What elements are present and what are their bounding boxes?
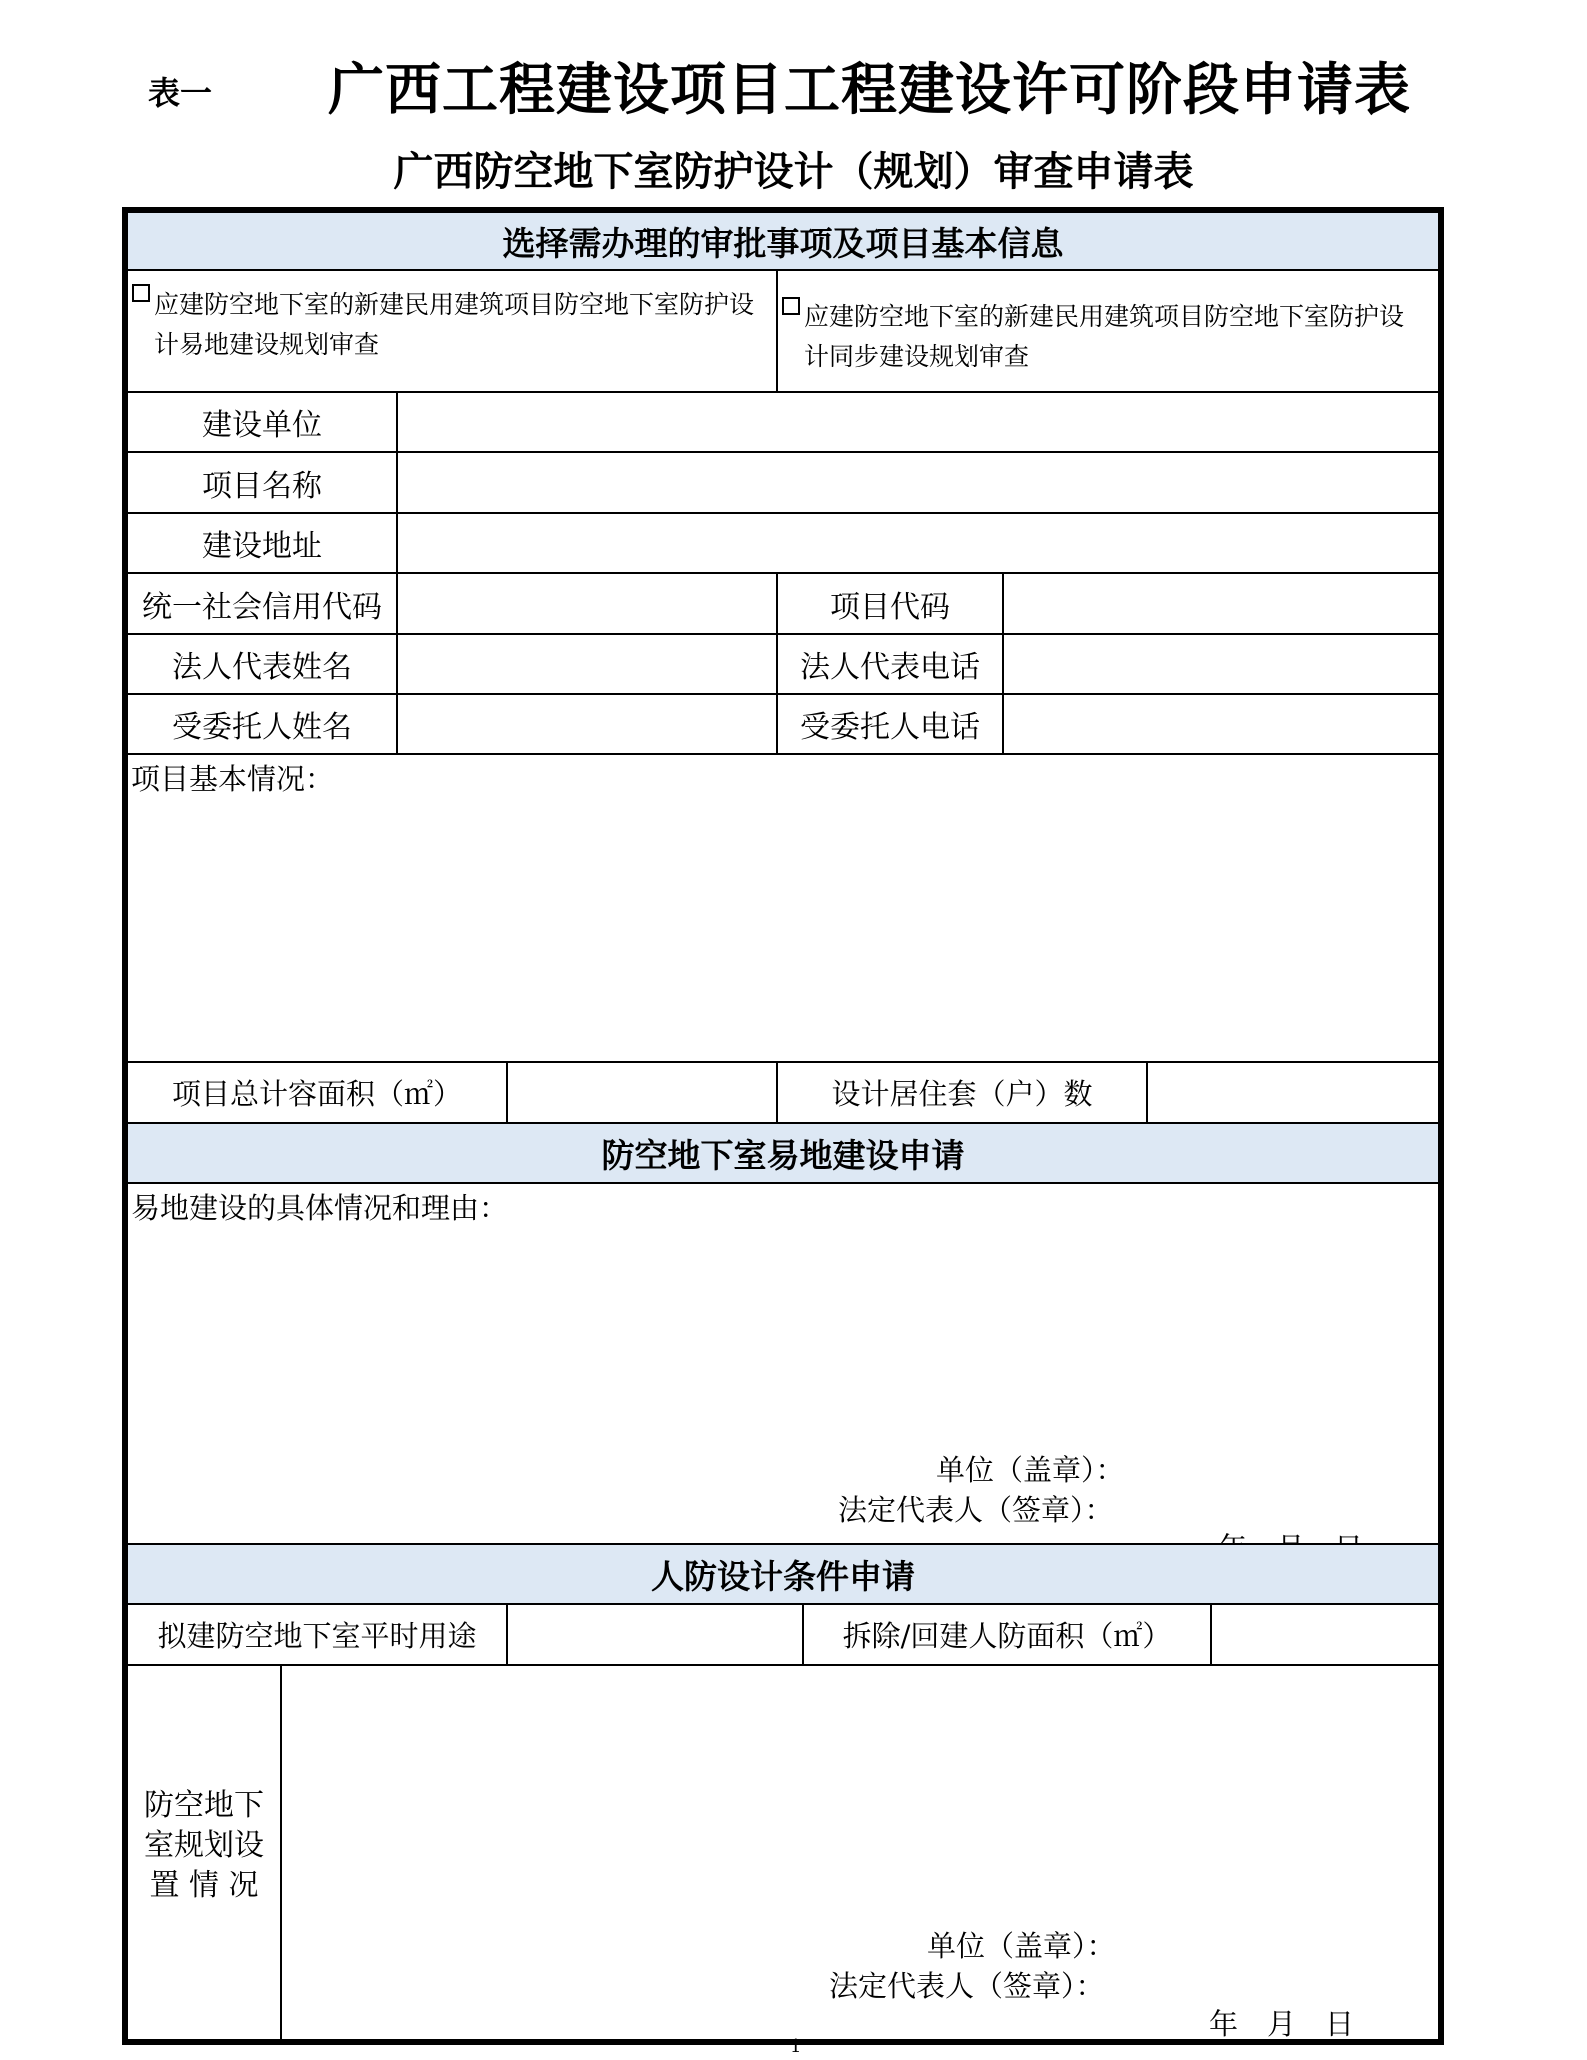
- agent-phone-label: 受委托人电话: [777, 694, 1003, 754]
- design-date-label: 年 月 日: [1209, 2007, 1355, 2041]
- page-title: 广西工程建设项目工程建设许可阶段申请表: [328, 58, 1411, 123]
- design-legal-sign-label: 法定代表人（签章）：: [829, 1969, 1105, 2003]
- project-name-label: 项目名称: [127, 452, 397, 513]
- project-code-field[interactable]: [1003, 573, 1439, 634]
- page-subtitle: 广西防空地下室防护设计（规划）审查申请表: [393, 149, 1194, 195]
- households-field[interactable]: [1147, 1062, 1439, 1123]
- project-basic-info-area[interactable]: [127, 754, 1439, 1062]
- legal-rep-name-label: 法人代表姓名: [127, 634, 397, 694]
- demolish-area-label: 拆除/回建人防面积（㎡）: [803, 1604, 1211, 1665]
- builder-label: 建设单位: [127, 392, 397, 452]
- page-number: 1: [790, 2036, 802, 2057]
- total-area-label: 项目总计容面积（㎡）: [127, 1062, 507, 1123]
- total-area-field[interactable]: [507, 1062, 777, 1123]
- usage-label: 拟建防空地下室平时用途: [127, 1604, 507, 1665]
- checkbox-relocated[interactable]: [132, 284, 150, 302]
- section-design-conditions-header: 人防设计条件申请: [127, 1544, 1439, 1604]
- legal-rep-phone-field[interactable]: [1003, 634, 1439, 694]
- project-name-field[interactable]: [397, 452, 1439, 513]
- setting-label-line-2: 室规划设: [144, 1828, 264, 1863]
- setting-situation-area[interactable]: [281, 1665, 1439, 2040]
- table-number: 表一: [148, 74, 213, 112]
- application-form: [122, 207, 1444, 2045]
- legal-rep-phone-label: 法人代表电话: [777, 634, 1003, 694]
- design-seal-label: 单位（盖章）：: [927, 1929, 1116, 1963]
- agent-name-label: 受委托人姓名: [127, 694, 397, 754]
- credit-code-label: 统一社会信用代码: [127, 573, 397, 634]
- credit-code-field[interactable]: [397, 573, 777, 634]
- section-basic-info-header: 选择需办理的审批事项及项目基本信息: [127, 212, 1439, 270]
- option-synchronous-review[interactable]: [777, 270, 1439, 392]
- setting-situation-label: [127, 1665, 281, 2040]
- builder-field[interactable]: [397, 392, 1439, 452]
- address-field[interactable]: [397, 513, 1439, 573]
- agent-name-field[interactable]: [397, 694, 777, 754]
- relocation-reason-label: 易地建设的具体情况和理由：: [131, 1191, 509, 1225]
- setting-label-line-3: 置 情 况: [149, 1868, 259, 1903]
- usage-field[interactable]: [507, 1604, 803, 1665]
- relocation-reason-area[interactable]: [127, 1183, 1439, 1544]
- setting-label-line-1: 防空地下: [144, 1788, 264, 1823]
- section-relocation-header: 防空地下室易地建设申请: [127, 1123, 1439, 1183]
- legal-rep-name-field[interactable]: [397, 634, 777, 694]
- demolish-area-field[interactable]: [1211, 1604, 1439, 1665]
- checkbox-synchronous[interactable]: [782, 297, 800, 315]
- project-code-label: 项目代码: [777, 573, 1003, 634]
- households-label: 设计居住套（户）数: [777, 1062, 1147, 1123]
- option-synchronous-label: 应建防空地下室的新建民用建筑项目防空地下室防护设计同步建设规划审查: [804, 302, 1405, 371]
- project-basic-info-label: 项目基本情况：: [131, 762, 335, 796]
- option-relocated-label: 应建防空地下室的新建民用建筑项目防空地下室防护设计易地建设规划审查: [154, 290, 755, 359]
- option-relocated-review[interactable]: [127, 270, 777, 392]
- relocation-legal-sign-label: 法定代表人（签章）：: [838, 1493, 1114, 1527]
- address-label: 建设地址: [127, 513, 397, 573]
- relocation-seal-label: 单位（盖章）：: [936, 1453, 1125, 1487]
- agent-phone-field[interactable]: [1003, 694, 1439, 754]
